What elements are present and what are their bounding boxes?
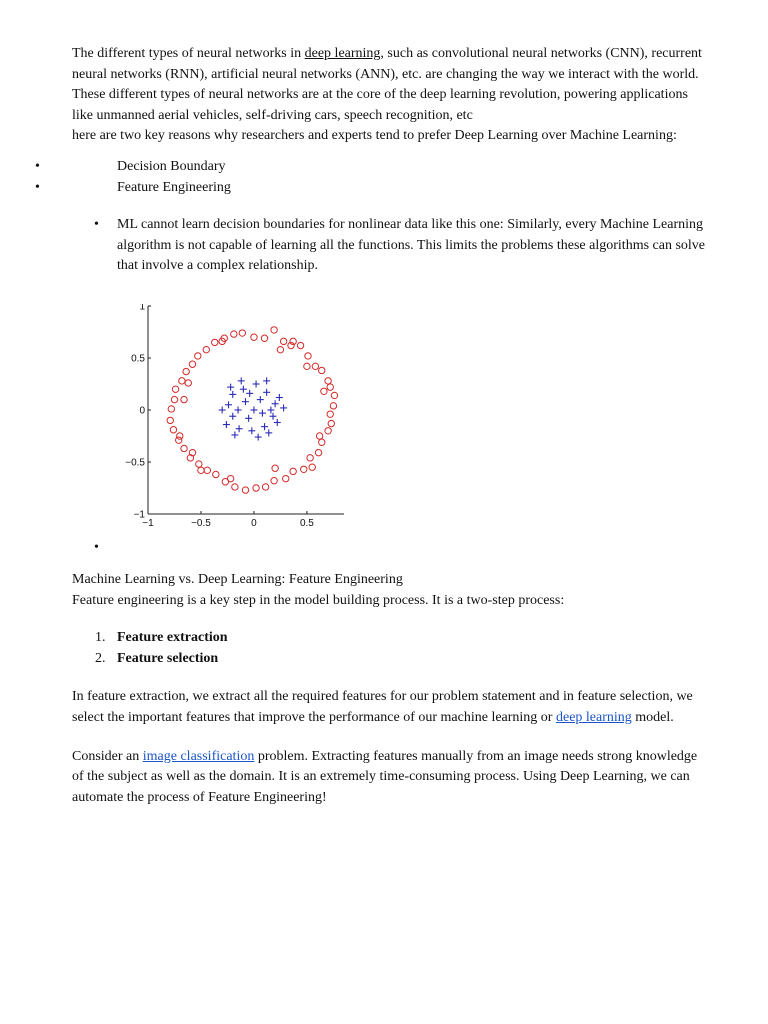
data-point-plus (246, 390, 253, 397)
data-point-circle (253, 485, 259, 491)
data-point-circle (183, 368, 189, 374)
data-point-circle (179, 378, 185, 384)
data-point-circle (277, 346, 283, 352)
step-number: 1. (95, 630, 106, 646)
bullet-icon: • (35, 179, 40, 195)
data-point-circle (239, 330, 245, 336)
data-point-circle (319, 367, 325, 373)
data-point-circle (328, 420, 334, 426)
data-point-plus (229, 391, 236, 398)
data-point-plus (259, 410, 266, 417)
data-point-plus (238, 377, 245, 384)
data-point-circle (290, 468, 296, 474)
section-heading: Machine Learning vs. Deep Learning: Feature Engineering (72, 571, 403, 587)
data-point-plus (270, 413, 277, 420)
x-tick-label: −0.5 (191, 517, 211, 529)
data-point-circle (195, 353, 201, 359)
image-classification-paragraph (72, 747, 710, 809)
x-tick-label: 0.5 (299, 517, 314, 529)
data-point-circle (251, 334, 257, 340)
data-point-circle (327, 384, 333, 390)
data-point-plus (280, 404, 287, 411)
extraction-paragraph (72, 687, 710, 728)
data-point-circle (331, 392, 337, 398)
data-point-circle (212, 339, 218, 345)
data-point-circle (203, 346, 209, 352)
data-point-circle (242, 487, 248, 493)
data-point-plus (255, 433, 262, 440)
data-point-plus (248, 427, 255, 434)
data-point-circle (272, 465, 278, 471)
data-point-circle (232, 484, 238, 490)
data-point-plus (229, 413, 236, 420)
data-point-plus (263, 377, 270, 384)
image-text-1: Consider an (72, 748, 143, 764)
data-point-plus (265, 429, 272, 436)
data-point-circle (198, 467, 204, 473)
data-point-circle (283, 475, 289, 481)
deep-learning-link[interactable]: deep learning (304, 46, 381, 61)
empty-bullet-item (72, 538, 710, 558)
data-point-plus (242, 398, 249, 405)
step-label: Feature selection (117, 650, 219, 666)
step-label: Feature extraction (117, 630, 228, 646)
data-point-circle (227, 475, 233, 481)
data-point-circle (304, 363, 310, 369)
data-point-plus (236, 425, 243, 432)
bullet-icon: • (94, 217, 99, 233)
image-text-2: problem. Extracting features manually from an image needs strong knowledge of the subject as well as the domain. It is an extremely time-consuming process. Using Deep Learning, we can automate the process of Feature Engineering! (72, 748, 698, 805)
data-point-plus (240, 386, 247, 393)
reasons-list (35, 157, 710, 198)
data-point-circle (177, 433, 183, 439)
feature-engineering-section (72, 570, 710, 611)
bullet-icon: • (94, 539, 99, 555)
data-point-plus (274, 419, 281, 426)
feature-steps-list (72, 628, 710, 669)
data-point-plus (231, 431, 238, 438)
y-tick-label: 1 (139, 303, 145, 313)
data-point-circle (309, 464, 315, 470)
data-point-circle (307, 455, 313, 461)
scatter-plot-svg (124, 304, 364, 544)
data-point-plus (267, 406, 274, 413)
data-point-circle (301, 466, 307, 472)
data-point-circle (316, 433, 322, 439)
data-point-plus (261, 423, 268, 430)
step-number: 2. (95, 650, 106, 666)
data-point-plus (219, 406, 226, 413)
document-body (35, 44, 710, 808)
data-point-circle (172, 386, 178, 392)
data-point-circle (321, 388, 327, 394)
y-tick-label: 0.5 (131, 353, 145, 365)
data-point-circle (297, 342, 303, 348)
data-point-circle (325, 378, 331, 384)
data-point-circle (261, 335, 267, 341)
data-point-plus (276, 394, 283, 401)
intro-paragraph (72, 44, 710, 147)
data-point-circle (181, 396, 187, 402)
extraction-text-1: In feature extraction, we extract all the required features for our problem statement and in feature selection, we select the important features that improve the performance of our machine learning or (72, 689, 693, 725)
data-point-circle (325, 428, 331, 434)
deep-learning-hyperlink[interactable]: deep learning (555, 709, 632, 725)
data-point-plus (272, 400, 279, 407)
data-point-plus (223, 421, 230, 428)
data-point-plus (250, 406, 257, 413)
y-tick-label: −1 (133, 509, 145, 521)
bullet-icon: • (35, 158, 40, 174)
decision-note-text: ML cannot learn decision boundaries for nonlinear data like this one: Similarly, every Machine Learning algorithm is not capable of learning all the functions. This limits the problems these algorithms can solve that involve a complex relationship. (117, 217, 706, 274)
data-point-circle (167, 417, 173, 423)
reason-label: Decision Boundary (117, 158, 226, 174)
data-point-circle (176, 437, 182, 443)
data-point-circle (170, 426, 176, 432)
scatter-chart (124, 304, 364, 544)
data-point-circle (315, 449, 321, 455)
data-point-circle (185, 380, 191, 386)
data-point-circle (305, 353, 311, 359)
step-item (72, 628, 710, 649)
data-point-circle (213, 471, 219, 477)
extraction-text-2: model. (631, 709, 674, 725)
data-point-circle (204, 467, 210, 473)
x-tick-label: −1 (142, 517, 154, 529)
data-point-circle (168, 406, 174, 412)
data-point-circle (319, 439, 325, 445)
intro-text-2: , such as convolutional neural networks (CNN), recurrent neural networks (RNN), artificial neural networks (ANN), etc. are changing the way we interact with the world. These different types of neural networks are at the core of the deep learning revolution, powering applications like unmanned aerial vehicles, self-driving cars, speech recognition, etc (72, 46, 702, 123)
y-tick-label: −0.5 (125, 457, 145, 469)
intro-text-3: here are two key reasons why researchers and experts tend to prefer Deep Learning over Machine Learning: (72, 128, 677, 144)
data-point-circle (280, 338, 286, 344)
data-point-plus (263, 389, 270, 396)
data-point-plus (227, 384, 234, 391)
data-point-plus (253, 380, 260, 387)
data-point-circle (171, 396, 177, 402)
data-point-circle (312, 363, 318, 369)
data-point-plus (245, 415, 252, 422)
data-point-circle (330, 403, 336, 409)
step-item (72, 649, 710, 670)
data-point-circle (196, 461, 202, 467)
reason-item (35, 157, 710, 178)
data-point-circle (262, 484, 268, 490)
data-point-plus (235, 406, 242, 413)
data-point-circle (189, 361, 195, 367)
data-point-circle (181, 445, 187, 451)
data-point-circle (271, 477, 277, 483)
section-intro: Feature engineering is a key step in the model building process. It is a two-step process: (72, 592, 565, 608)
data-point-circle (327, 411, 333, 417)
data-point-plus (257, 396, 264, 403)
reason-label: Feature Engineering (117, 179, 231, 195)
x-tick-label: 0 (251, 517, 257, 529)
intro-text-1: The different types of neural networks in (72, 46, 305, 61)
y-tick-label: 0 (139, 405, 145, 417)
data-point-plus (225, 401, 232, 408)
data-point-circle (271, 327, 277, 333)
decision-boundary-note (72, 215, 710, 277)
data-point-circle (231, 331, 237, 337)
reason-item (35, 178, 710, 199)
image-classification-hyperlink[interactable]: image classification (142, 748, 255, 764)
